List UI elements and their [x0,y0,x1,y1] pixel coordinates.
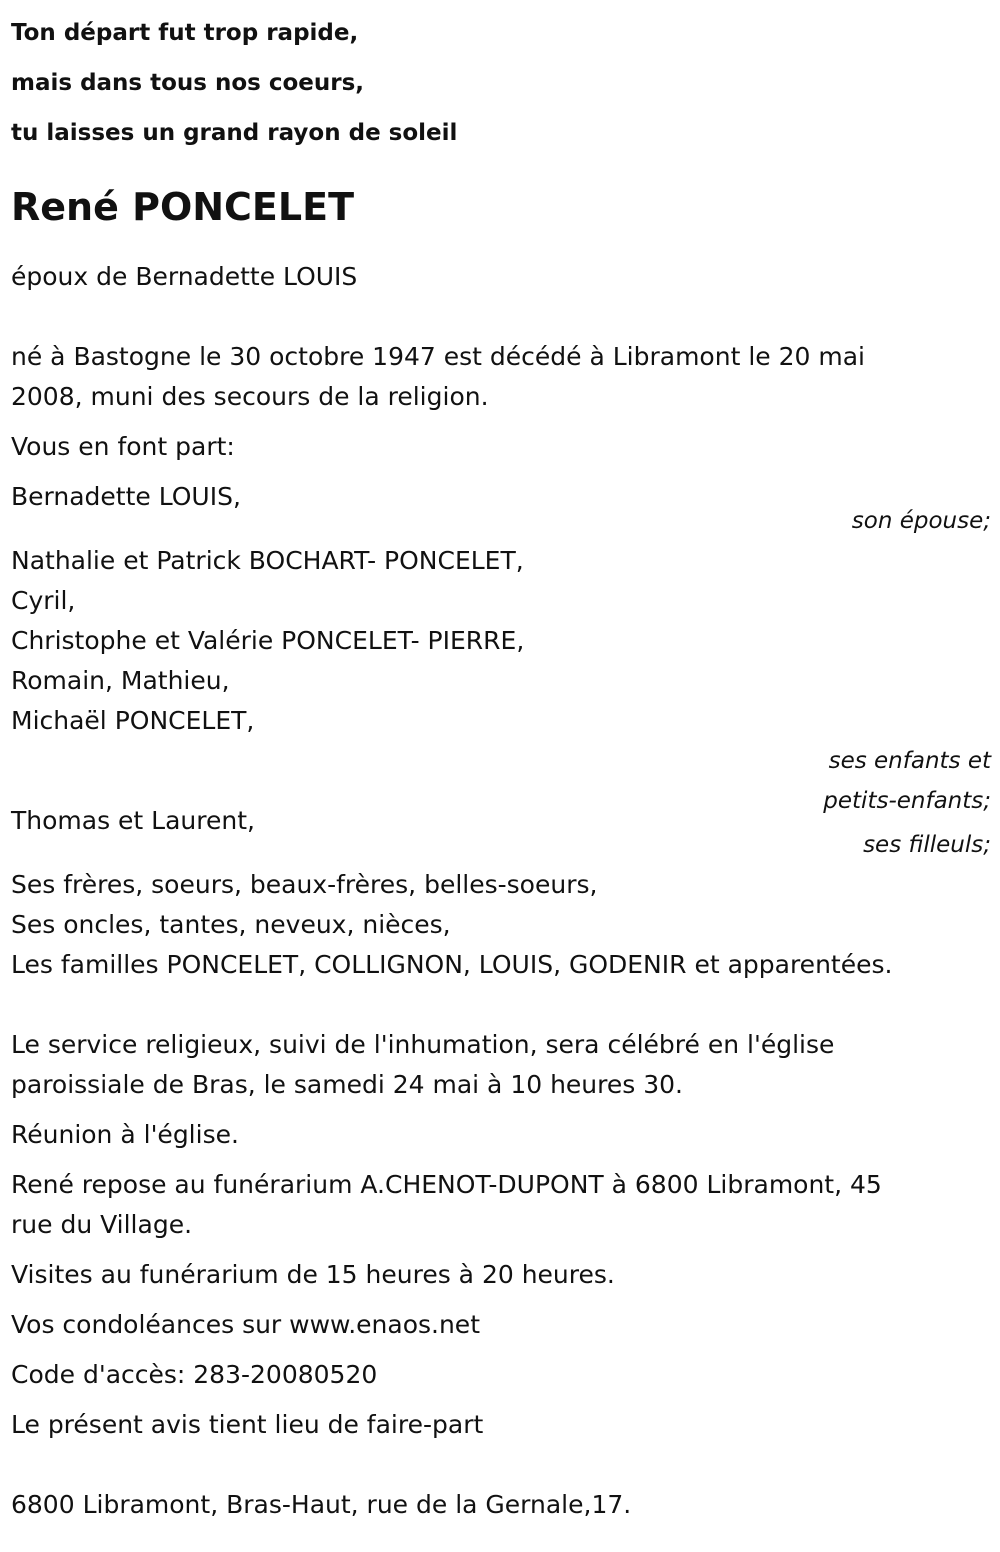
family-member-line: Romain, Mathieu, [11,666,230,695]
poem-line: Ton départ fut trop rapide, [11,20,359,46]
birth-death-line: 2008, muni des secours de la religion. [11,382,489,411]
announce-intro: Vous en font part: [11,432,235,461]
family-member-line: Bernadette LOUIS, [11,482,241,511]
address-line: 6800 Libramont, Bras-Haut, rue de la Gernale,17. [11,1490,632,1519]
funeral-home-line: rue du Village. [11,1210,193,1239]
condolences-line: Vos condoléances sur www.enaos.net [11,1310,480,1339]
relationship-label: son épouse; [851,508,991,534]
relationship-label: petits-enfants; [823,788,991,814]
service-paragraph [11,1025,991,1105]
family-member-line: Nathalie et Patrick BOCHART- PONCELET, [11,546,524,575]
notice-line: Le présent avis tient lieu de faire-part [11,1410,484,1439]
birth-death-paragraph [11,337,991,417]
family-children-block [11,541,991,821]
family-member-line: Michaël PONCELET, [11,706,255,735]
relationship-label: ses filleuls; [863,832,991,858]
family-member-line: Les familles PONCELET, COLLIGNON, LOUIS, GODENIR et apparentées. [11,950,893,979]
service-line: paroissiale de Bras, le samedi 24 mai à 10 heures 30. [11,1070,683,1099]
funeral-home-line: René repose au funérarium A.CHENOT-DUPONT à 6800 Libramont, 45 [11,1170,882,1199]
family-member-line: Cyril, [11,586,76,615]
birth-death-line: né à Bastogne le 30 octobre 1947 est décédé à Libramont le 20 mai [11,342,865,371]
family-member-line: Christophe et Valérie PONCELET- PIERRE, [11,626,525,655]
spouse-line: époux de Bernadette LOUIS [11,262,358,291]
family-member-line: Ses frères, soeurs, beaux-frères, belles-soeurs, [11,870,598,899]
family-member-line: Ses oncles, tantes, neveux, nièces, [11,910,451,939]
family-spouse-block [11,477,991,541]
poem-line: mais dans tous nos coeurs, [11,70,365,96]
opening-poem [11,0,991,158]
family-others-block [11,865,991,985]
visits-line: Visites au funérarium de 15 heures à 20 heures. [11,1260,615,1289]
access-code-line: Code d'accès: 283-20080520 [11,1360,378,1389]
family-member-line: Thomas et Laurent, [11,806,255,835]
relationship-label: ses enfants et [828,748,991,774]
poem-line: tu laisses un grand rayon de soleil [11,120,458,146]
meeting-line: Réunion à l'église. [11,1120,239,1149]
funeral-home-paragraph [11,1165,991,1245]
obituary-notice [11,0,991,1525]
service-line: Le service religieux, suivi de l'inhumation, sera célébré en l'église [11,1030,835,1059]
deceased-name: René PONCELET [11,185,354,229]
